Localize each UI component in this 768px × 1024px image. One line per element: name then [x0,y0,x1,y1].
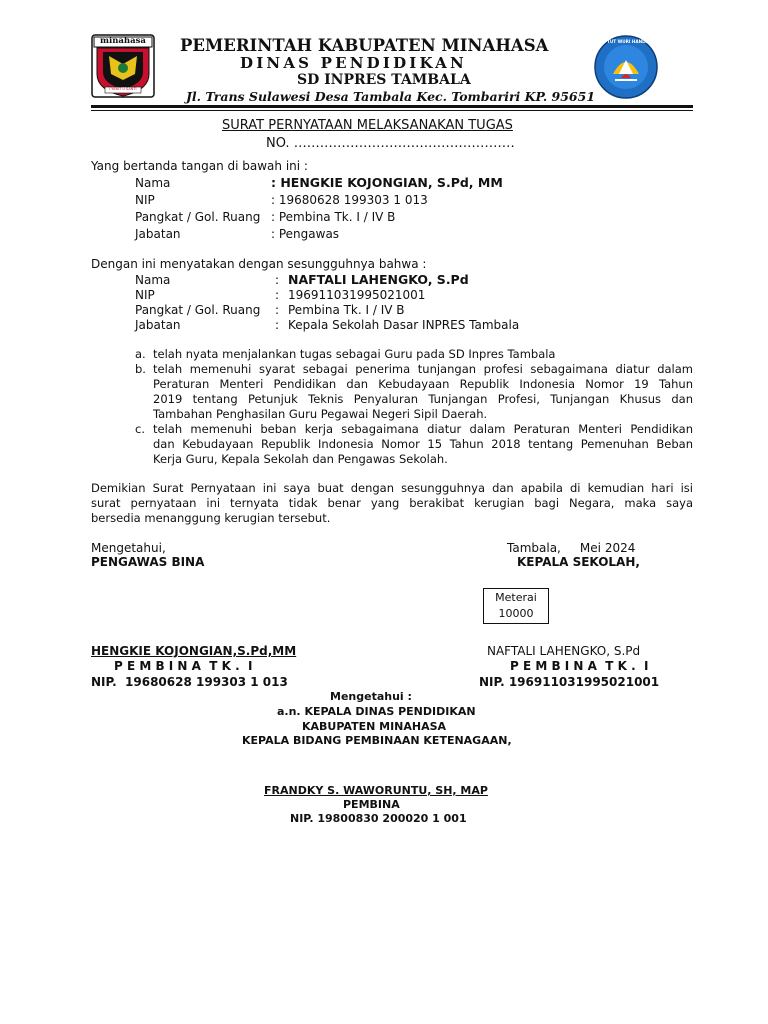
signer2-label-position: Jabatan [135,318,181,332]
approval-nip: NIP. 19800830 200020 1 001 [290,812,467,825]
left-known-label: Mengetahui, [91,541,166,555]
approval-known: Mengetahui : [330,690,412,703]
right-role: KEPALA SEKOLAH, [517,555,640,569]
point-a-text: telah nyata menjalankan tugas sebagai Guru pada SD Inpres Tambala [153,347,556,361]
signer1-label-rank: Pangkat / Gol. Ruang [135,210,261,224]
signer1-value-rank: : Pembina Tk. I / IV B [271,210,396,224]
signer2-label-name: Nama [135,273,171,287]
intro-1: Yang bertanda tangan di bawah ini : [91,159,308,173]
signer1-label-nip: NIP [135,193,155,207]
signer2-colon-rank: : [275,303,280,317]
intro-2: Dengan ini menyatakan dengan sesungguhnya bahwa : [91,257,427,271]
approval-rank: PEMBINA [343,798,400,811]
point-b-line: Peraturan Menteri Pendidikan dan Kebudayaan Republik Indonesia Nomor 19 Tahun [153,377,693,391]
left-role: PENGAWAS BINA [91,555,205,569]
approval-line3: KEPALA BIDANG PEMBINAAN KETENAGAAN, [242,734,512,747]
approval-line2: KABUPATEN MINAHASA [302,720,447,733]
signer2-value-name: NAFTALI LAHENGKO, S.Pd [288,272,469,287]
point-c-marker: c. [135,422,145,436]
left-signer-nip: NIP. 19680628 199303 1 013 [91,675,288,689]
signer2-label-rank: Pangkat / Gol. Ruang [135,303,261,317]
document-title: SURAT PERNYATAAN MELAKSANAKAN TUGAS [222,118,513,133]
closing-line: surat pernyataan ini ternyata tidak benar yang berakibat kerugian bagi Negara, maka saya [91,496,693,510]
point-b-marker: b. [135,362,146,376]
logo-left-text: minahasa [100,36,146,46]
signer2-value-position: Kepala Sekolah Dasar INPRES Tambala [288,318,520,332]
signer1-label-name: Nama [135,176,171,190]
letterhead-rule-thick [91,105,693,108]
left-signer-name: HENGKIE KOJONGIAN,S.Pd,MM [91,644,297,658]
right-signer-rank: P E M B I N A T K . I [510,659,649,673]
signer2-label-nip: NIP [135,288,155,302]
point-b-line: 2019 tentang Petunjuk Teknis Penyaluran Tunjangan Profesi, Tunjangan Khusus dan [153,392,693,406]
header-line2: DINAS PENDIDIKAN [240,54,467,72]
signer2-colon-name: : [275,273,280,287]
stamp-line2: 10000 [498,607,534,620]
meterai-stamp-box [483,588,549,624]
letterhead-rule-thin [91,110,693,111]
signer1-value-position: : Pengawas [271,227,340,241]
signer1-value-name: : HENGKIE KOJONGIAN, S.Pd, MM [271,175,503,190]
point-b-line: telah memenuhi syarat sebagai penerima tunjangan profesi sebagaimana diatur dalam [153,362,693,376]
point-c-line: Kerja Guru, Kepala Sekolah dan Pengawas Sekolah. [153,452,448,466]
place-date: Tambala, Mei 2024 [507,541,636,555]
signer1-value-nip: : 19680628 199303 1 013 [271,193,428,207]
left-signer-rank: P E M B I N A T K . I [114,659,253,673]
signer2-colon-nip: : [275,288,280,302]
tut-wuri-handayani-logo [593,34,659,100]
closing-line: bersedia menanggung kerugian tersebut. [91,511,331,525]
logo-left-motto: I YAYAT U SANTI [109,87,137,91]
minahasa-logo [91,34,155,98]
signer2-value-nip: 196911031995021001 [288,288,426,302]
signer2-colon-position: : [275,318,280,332]
closing-line: Demikian Surat Pernyataan ini saya buat dengan sesungguhnya dan apabila di kemudian hari isi [91,481,693,495]
signer2-value-rank: Pembina Tk. I / IV B [288,303,405,317]
header-line3: SD INPRES TAMBALA [297,72,471,88]
point-b-line: Tambahan Penghasilan Guru Pegawai Negeri Sipil Daerah. [153,407,488,421]
stamp-line1: Meterai [495,591,537,604]
header-line1: PEMERINTAH KABUPATEN MINAHASA [180,36,549,55]
point-a-marker: a. [135,347,146,361]
right-signer-name: NAFTALI LAHENGKO, S.Pd [487,644,641,658]
logo-right-text: TUT WURI HANDAYANI [607,39,660,44]
point-c-line: dan Kebudayaan Republik Indonesia Nomor 15 Tahun 2018 tentang Pemenuhan Beban [153,437,693,451]
header-address: Jl. Trans Sulawesi Desa Tambala Kec. Tombariri KP. 95651 [186,89,596,104]
approval-name: FRANDKY S. WAWORUNTU, SH, MAP [264,784,488,797]
point-c-line: telah memenuhi beban kerja sebagaimana diatur dalam Peraturan Menteri Pendidikan [153,422,693,436]
approval-line1: a.n. KEPALA DINAS PENDIDIKAN [277,705,476,718]
right-signer-nip: NIP. 196911031995021001 [479,675,660,689]
document-number: NO. …………………………………………… [266,136,515,151]
signer1-label-position: Jabatan [135,227,181,241]
